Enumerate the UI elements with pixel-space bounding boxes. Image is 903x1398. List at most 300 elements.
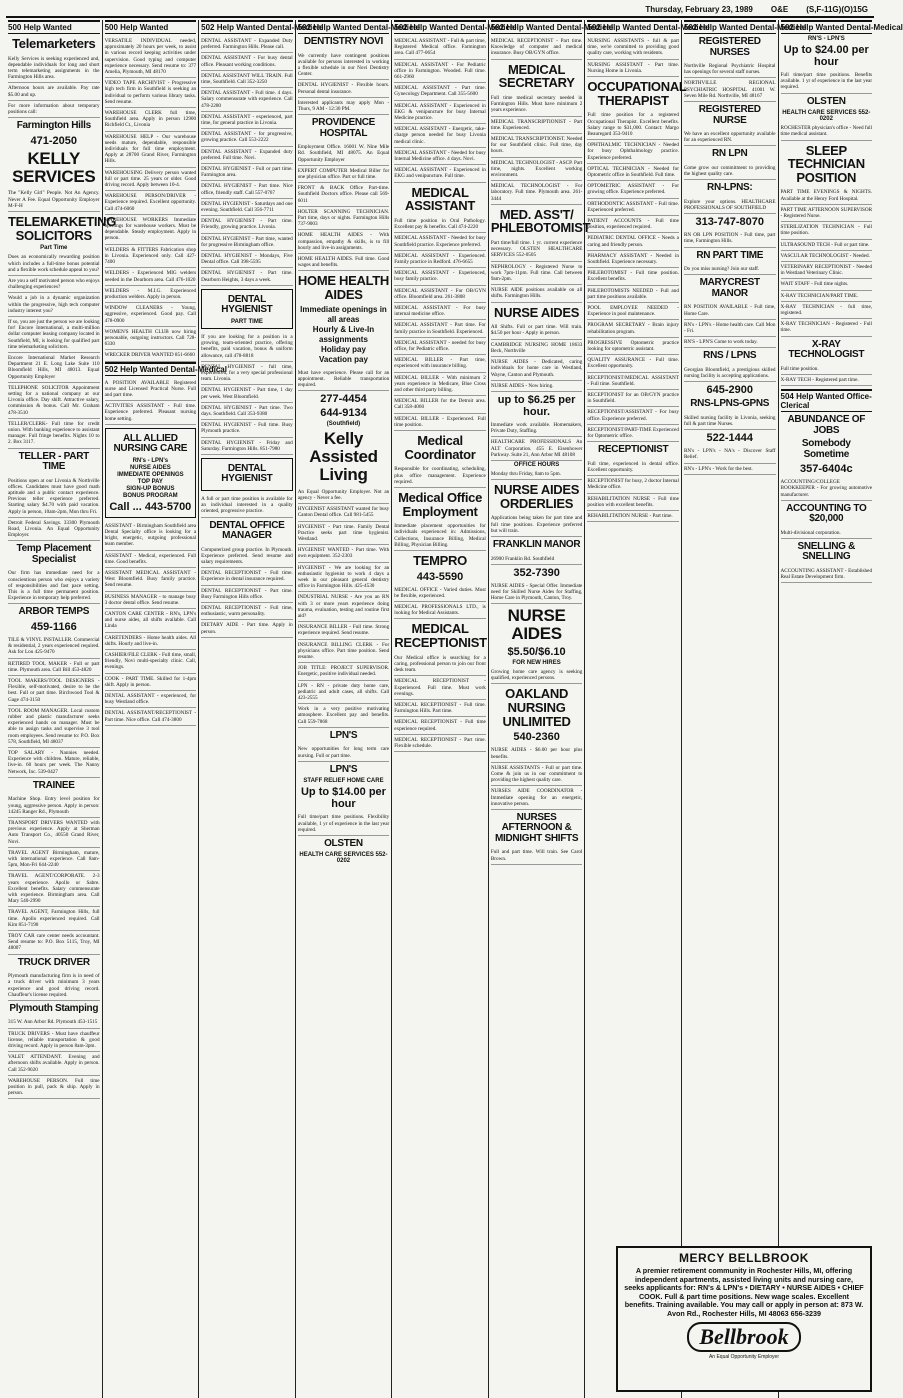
classified-ad: RN's - LPN's - Home health care. Call Mon - Fri. [684, 320, 776, 337]
classified-ad: INSURANCE BILLER - Full time. Strong experience required. Send resume. [298, 622, 390, 639]
classified-ad: TOOL ROOM MANAGER. Local custom rubber and plastic manufacturer seeks experienced hands on manager. Must be able to assign tasks and supervise 3 tool room employees. Send resume to: P.O. Box 578, Southfield, MI 48037 [8, 706, 100, 748]
mercy-bellbrook-ad [616, 1246, 872, 1392]
classified-ad: WRECKER DRIVER WANTED 851-6660 [105, 350, 197, 361]
ad-headline: TRAINEE [32, 779, 75, 791]
classified-ad: Machine Shop. Entry level position for young, aggressive person. Apply in person: 14245 Ranger Rd., Plymouth [8, 794, 100, 818]
classified-ad: MEDICAL BILLER - Experienced. Full time position. [394, 414, 486, 431]
ad-subheading: STAFF RELIEF HOME CARE [303, 778, 384, 785]
classified-ad: MEDICAL RECEPTIONIST - Full time. Farmington Hills. Part time. [394, 700, 486, 717]
classified-ad: DENTAL HYGIENIST - Flexible hours. Personal dental insurance. [298, 80, 390, 97]
ad-headline: RNS-LPNS-GPNS [690, 398, 770, 410]
classified-ad: An Equal Opportunity Employer. Not an agency - Never a fee. [298, 487, 390, 504]
classified-ad: Must have experience. Please call for an appointment. Reliable transportation required. [298, 368, 390, 392]
classified-ad: NURSE AIDES - Dedicated, caring individuals for home care in Westland, Wayne, Canton and Plymouth. [491, 357, 583, 381]
ad-headline: REGISTERED NURSES [698, 36, 761, 58]
classified-ad: DENTAL RECEPTIONIST - Part time. Busy Farmington Hills office. [201, 586, 293, 603]
classified-ad: We have an excellent opportunity available for an experienced RN. [684, 129, 776, 146]
classified-ad: ORTHODONTIC ASSISTANT - Full time. Experienced preferred. [587, 199, 679, 216]
section-header: 504 Help Wanted Office-Clerical [781, 389, 873, 412]
ad-headline: OCCUPATIONAL THERAPIST [587, 79, 687, 108]
ad-phone: 644-9134 [320, 407, 367, 420]
classified-ad: HOLTER SCANNING TECHNICIAN. Part time, days or nights. Farmington Hills 737-9003 [298, 207, 390, 231]
classified-ad: If so, you are just the person we are looking for! Encore International, a multi-million dollar computer leasing company located in Southfield, MI, is looking for qualified part time telemarketing solicitors. [8, 317, 100, 353]
classified-ad: MEDICAL ASSISTANT - Experienced, busy family practice. [394, 268, 486, 285]
classified-ad: RN POSITION AVAILABLE - Full time, Home Care. [684, 302, 776, 319]
classified-ad: MEDICAL ASSISTANT - needed for busy office, for Pediatric office. [394, 338, 486, 355]
classified-ad: VALET ATTENDANT. Evening and afternoon shifts available. Apply in person. Call 352-9020 [8, 1052, 100, 1076]
classified-ad: NURSING ASSISTANTS - full & part time, we're committed to providing good quality care, working with residents. [587, 36, 679, 60]
classified-ad: RECEPTIONIST/PART-TIME Experienced for Optometric office. [587, 425, 679, 442]
classified-ad: MEDICAL RECEPTIONIST - Part time. Flexible schedule. [394, 735, 486, 752]
classified-ad: MEDICAL ASSISTANT - Part time. Gynecology Department. Call 355-5600 [394, 83, 486, 100]
classified-ad: DENTAL HYGIENIST - Part time. Two days. Southfield. Call 353-9380 [201, 403, 293, 420]
masthead-paper: O&E [770, 5, 789, 14]
classified-ad: Detroit Federal Savings. 33300 Plymouth Road, Livonia. An Equal Opportunity Employer. [8, 518, 100, 542]
boxed-ad [201, 458, 293, 491]
bullet-item: Holiday pay [321, 344, 366, 354]
bullet-item: Hourly & Live-In assignments [312, 324, 375, 344]
classified-ad: PATIENT ACCOUNTS - Full time position, experienced required. [587, 216, 679, 233]
classified-ad: TILE & VINYL INSTALLER. Commercial & residential, 2 years experienced required. Ask for Lou 425-9470 [8, 635, 100, 659]
classified-ad: MEDICAL ASSISTANT - Needed for busy Internal Medicine office. 4 days. Novi. [394, 148, 486, 165]
classified-ad: VERSATILE INDIVIDUAL needed, approximately 20 hours per week, to assist in various record keeping activities under supervision. Good typing and computer experience necessary. Send resume to: 377 Amelia, Plymouth, MI 48170 [105, 36, 197, 78]
ad-headline: SLEEP TECHNICIAN POSITION [787, 142, 865, 185]
classified-ad: MEDICAL ASSISTANT - Needed for busy Southfield practice. Experience preferred. [394, 233, 486, 250]
classified-ad: DENTAL ASSISTANT - For busy dental office. Pleasant working conditions. [201, 53, 293, 70]
ad-headline: NURSE AIDES [507, 606, 566, 644]
boxed-ad-line: SIGN-UP BONUS [126, 485, 175, 492]
classified-ad: Full time/part time positions. Flexibility available, 1 yr of experience in the last year required. [298, 812, 390, 836]
ad-subheading: OFFICE HOURS [513, 461, 560, 468]
boxed-ad-title: DENTAL HYGIENIST [221, 293, 273, 316]
ad-headline: Kelly Assisted Living [309, 429, 378, 484]
column-header: 502 Help Wanted Dental-Medical [684, 20, 776, 34]
ad-headline: MEDICAL ASSISTANT [405, 184, 476, 214]
classified-ad: MEDICAL ASSISTANT - Full & part time, Registered Medical office. Farmington area. Call 477-0654 [394, 36, 486, 60]
classified-ad: MEDICAL BILLER - With minimum 2 years experience in Medicare, Blue Cross and other third party billing. [394, 373, 486, 397]
classified-ad: Employment Office. 16001 W. Nine Mile Rd. Southfield, MI 48075. An Equal Opportunity Employer [298, 142, 390, 166]
ad-headline: ACCOUNTING TO $20,000 [786, 502, 867, 525]
bellbrook-logo: Bellbrook [687, 1322, 800, 1352]
classified-ad: DENTAL RECEPTIONIST - Full time, enthusiastic, warm personality. [201, 603, 293, 620]
classified-ad: DENTAL HYGIENIST - Mondays, Five Dental office. Call 398-5595 [201, 251, 293, 268]
classified-ad: Georgian Bloomfield, a prestigious skilled nursing facility is accepting applications. [684, 365, 776, 382]
classified-ad: Full time/part time positions. Benefits available. 1 yr of experience in the last year required. [781, 70, 873, 94]
classified-ad: PROGRESSIVE Optometric practice looking for optometric assistant. [587, 338, 679, 355]
classified-ad: Kelly Services is seeking experienced and, dependable individuals for long and short term telemarketing assignments in the Farmington Hills area. [8, 54, 100, 84]
classified-ad: TRAVEL AGENT Birmingham, mature, with international experience. Call 8am-5pm, Mon-Fri 644-2240 [8, 848, 100, 872]
column-7 [585, 20, 710, 1398]
classified-ad: Full time medical secretary needed in Farmington Hills. Must have minimum 2 years experience. [491, 93, 583, 117]
section-header: 502 Help Wanted Dental-Medical [105, 362, 197, 376]
classified-ad: WAREHOUSE WORKERS Immediate openings for warehouse workers. Must be dependable. Steady employment. Apply in person. [105, 215, 197, 245]
classified-ad: INDUSTRIAL NURSE - Are you an RN with 3 or more years experience doing trauma, evaluation, testing and routine first aid? [298, 592, 390, 622]
ad-subheading: FOR NEW HIRES [512, 660, 561, 667]
classified-ad: COOK - PART TIME. Skilled for 1-4pm shift. Apply in person. [105, 674, 197, 691]
ad-headline: Plymouth Stamping [9, 1002, 99, 1014]
classified-ad: MEDICAL ASSISTANT - For OB/GYN office. Bloomfield area. 261-3808 [394, 286, 486, 303]
ad-headline: ABUNDANCE OF JOBS [787, 414, 866, 436]
classified-ad: WINDOW CLEANERS - Young, aggressive, experienced. Good pay. Call 478-0900 [105, 303, 197, 327]
classified-ad: RN'S - LPN'S Come to work today. [684, 337, 776, 348]
classified-ad: Full time position. [781, 364, 873, 375]
classified-ad: MEDICAL TECHNOLOGIST - For laboratory. Full time. Plymouth area. 261-3444 [491, 181, 583, 205]
classified-ad: Encore International Market Research Department 21 E. Long Lake Suite 110 Bloomfield Hills, MI 48013. Equal Opportunity Employer [8, 353, 100, 383]
classified-ad: PART TIME EVENINGS & NIGHTS. Available at the Henry Ford Hospital. [781, 187, 873, 204]
classified-ad: MEDICAL ASSISTANT - For Pediatric office in Farmington. Wooded. Full time. 661-2960 [394, 60, 486, 84]
classified-ad: Full and part time. Will train. See Carol Brown. [491, 847, 583, 864]
classified-ad: Full time position for a registered Occupational Therapist. Excellent benefits. Salary range to $31,000. Contact: Margo Beauregard 353-9410 [587, 110, 679, 140]
classified-ad: HYGIENIST WANTED - Part time. With own equipment. 352-2303 [298, 545, 390, 562]
classified-ad: TELEPHONE SOLICITOR Appointment setting for a national company at our Livonia office. Day shift. Attractive salary, commission & bonus. Call Mr. Graham 478-3510 [8, 383, 100, 419]
classified-ad: HYGIENIST - We are looking for an enthusiastic hygienist to work 4 days a week in our pleasant general dentistry office in Farmington Hills. 425-4530 [298, 563, 390, 593]
classified-ad: Explore your options. HEALTHCARE PROFESSIONALS OF SOUTHFIELD [684, 197, 776, 214]
classified-ad: MEDICAL ASSISTANT - For busy internal medicine office. [394, 303, 486, 320]
ad-headline: ARBOR TEMPS [18, 606, 90, 618]
classified-ad: TRANSPORT DRIVERS WANTED with previous experience. Apply at Sherman Auto Transport Co., 40550 Grand River, Novi. [8, 818, 100, 848]
classified-ad: DENTAL HYGIENIST - Part time. Nice office, friendly staff. Call 557-0767 [201, 181, 293, 198]
classified-ad: New opportunities for long term care nursing. Full or part time. [298, 744, 390, 761]
classified-ad: TRAVEL AGENT/CORPORATE. 2-3 years experience. Apollo or Sabre. Excellent benefits. Salary commensurate with experience. Birmingham area. Call Mary 540-2990 [8, 871, 100, 907]
classified-ad: Northville Regional Psychiatric Hospital has openings for several staff nurses. [684, 61, 776, 78]
classified-ad: DENTAL ASSISTANT - Expanded duty preferred. Full time. Novi. [201, 147, 293, 164]
classified-ad: TOOL MAKERS/TOOL DESIGNERS - Flexible, self-motivated, desire to be the best. Full or part time. Birchwood Tool & Gage 474-3150 [8, 676, 100, 706]
classified-ad: ASSISTANT - Birmingham Southfield area Dental Specialty office is looking for a bright, energetic, outgoing professional team member. [105, 521, 197, 551]
classified-ad: Does an economically rewarding position which includes a full-time bonus potential and a flexible work schedule appeal to you? [8, 252, 100, 276]
classified-ad: RN OR LPN POSITION - Full time, part time, Farmington Hills. [684, 230, 776, 247]
classified-ad: Work in a very positive motivating atmosphere. Excellent pay and benefits. Call 559-7868 [298, 704, 390, 728]
ad-headline: NURSE AIDES ORDERLIES [494, 482, 580, 511]
boxed-ad [201, 289, 293, 329]
ad-subheading: (Southfield) [326, 421, 361, 428]
classified-ad: DENTAL HYGIENIST - Part time. Friendly, growing practice. Livonia. [201, 216, 293, 233]
classified-ad: DENTAL HYGIENIST - Full or part time. Farmington area. [201, 164, 293, 181]
classified-ad: DENTAL ASSISTANT - Full time. 4 days. Salary commensurate with experience. Call 478-2280 [201, 88, 293, 112]
ad-headline: RN-LPNS: [707, 182, 753, 194]
classified-ad: MEDICAL BILLER - Part time, experienced with insurance billing. [394, 355, 486, 372]
classified-ad: Immediate placement opportunities for individuals experienced in: Admissions, Collections, Insurance Billing, Medical Billing, Physician Billing. [394, 521, 486, 551]
ad-headline: Telemarketers [12, 36, 96, 51]
classified-ad: TOP SALARY - Nannies needed. Experience with children. Mature, reliable, live-in. 60 hours per week. The Nanny Network, Inc. 539-0427 [8, 748, 100, 778]
ad-headline: DENTAL OFFICE MANAGER [209, 519, 285, 542]
ad-headline: SNELLING & SNELLING [797, 540, 856, 563]
classified-ad: DENTAL ASSISTANT - for progressive, growing practice. Call 553-2222 [201, 129, 293, 146]
column-header: 502 Help Wanted Dental-Medical [394, 20, 486, 34]
classified-ad: QUALITY ASSURANCE - Full time. Excellent opportunity. [587, 355, 679, 372]
ad-headline: NURSE AIDES [494, 304, 580, 320]
classified-ad: Skilled nursing facility in Livonia, seeking full & part time Nurses. [684, 413, 776, 430]
classified-ad: ACTIVITIES ASSISTANT - Full time. Experience preferred. Pleasant nursing home setting. [105, 401, 197, 425]
ad-headline: MARYCREST MANOR [699, 277, 760, 299]
ad-phone: 443-5590 [416, 570, 464, 583]
classified-ad: Multi-divisional corporation. [781, 528, 873, 539]
ad-headline: FRANKLIN MANOR [492, 539, 581, 551]
classified-ad: MEDICAL TRANSCRIPTIONIST - Part time. Experienced. [491, 117, 583, 134]
classified-ad: MEDICAL TRANSCRIPTIONIST. Needed for our Southfield clinic. Full time, day hours. [491, 134, 583, 158]
classified-ad: MEDICAL ASSISTANT - Energetic, take-charge person needed for busy Livonia medical clinic. [394, 124, 486, 148]
classified-ad: HOME HEALTH AIDES. Full time. Good wages and benefits. [298, 254, 390, 271]
classified-ad: HYGIENIST ASSISTANT wanted for busy Canton Dental office. Call 981-5455 [298, 504, 390, 521]
classified-ad: TRUCK DRIVERS - Must have chauffeur license, reliable transportation & good driving record. Apply in person 8am-3pm. [8, 1029, 100, 1053]
ad-subheading: Part Time [40, 245, 68, 252]
classified-ad: Afternoon hours are available. Pay rate $5.00 and up. [8, 83, 100, 100]
classified-ad: NURSES AIDE COORDINATOR - Immediate opening for an energetic, innovative person. [491, 786, 583, 810]
classified-ad: Full time, experienced in dental office. Excellent opportunity. [587, 459, 679, 476]
ad-headline: REGISTERED NURSE [698, 104, 761, 126]
classified-ad: WELDERS & FITTERS Fabrication shop in Livonia. Experienced only. Call 427-7400 [105, 245, 197, 269]
ad-headline: RECEPTIONIST [598, 444, 669, 456]
classified-ad: OPTICAL TECHNICIAN - Needed for Optometric office in Southfield. Full time. [587, 164, 679, 181]
classified-ad: WAIT STAFF - Full time nights. [781, 279, 873, 290]
ad-headline: TELLER - PART TIME [18, 450, 89, 473]
ad-headline: Somebody Sometime [801, 438, 851, 460]
classified-ad: WOMEN'S HEALTH CLUB now hiring personable, outgoing instructors. Call 728-6330 [105, 327, 197, 351]
classified-ad: MEDICAL RECEPTIONIST - Full time experience required. [394, 717, 486, 734]
column-header: 500 Help Wanted [8, 20, 100, 34]
ad-phone: 277-4454 [320, 393, 367, 406]
classified-ad: NURSE AIDE positions available on all shifts. Farmington Hills. [491, 285, 583, 302]
classified-ad: MEDICAL ASSISTANT - Part time. For family practice in Southfield. Experienced. [394, 320, 486, 337]
classified-ad: DENTAL ASSISTANT WILL TRAIN. Full time, Southfield. Call 352-3250 [201, 71, 293, 88]
classified-ad: X-RAY TECHNICIAN/PART TIME. [781, 291, 873, 302]
ad-headline: TEMPRO [413, 553, 467, 568]
classified-ad: X-RAY TECHNICIAN - full time, registered. [781, 302, 873, 319]
classified-ad: VIDEO TAPE ARCHIVIST - Progressive high tech firm in Southfield is seeking an individual to perform various library tasks. Send resume. [105, 78, 197, 108]
classified-ad: Part time/full time. 1 yr. current experience necessary. OLSTEN HEALTHCARE SERVICES 552-0505 [491, 238, 583, 262]
classified-ad: DENTAL HYGIENIST - Part time, 1 day per week. West Bloomfield. [201, 385, 293, 402]
boxed-ad-title: DENTAL HYGIENIST [221, 462, 273, 485]
boxed-ad-line: RN's - LPN's [132, 457, 169, 464]
column-6 [489, 20, 614, 1398]
mercy-ad-body: A premier retirement community in Rochester Hills, MI, offering independent apartments, assisted living units and nursing care, seeks applicants for: RN's & LPN's • DIETARY • NURSE AIDES • CHIEF COOK. Full & part time positions. New wage scales. Excellent benefits. Training available. You may call or apply in person at: 873 W. Avon Rd., Rochester Hills, MI 48063 656-3239 [624, 1266, 864, 1318]
classified-ad: WAREHOUSING Delivery person wanted full or part time. 25 years or older. Good driving record. Apply between 10-4. [105, 168, 197, 192]
classified-ad: DENTAL ASSISTANT/RECEPTIONIST - Part time. Nice office. Call 474-3800 [105, 708, 197, 725]
classified-ad: A POSITION AVAILABLE Registered nurse and Licensed Practical Nurse. Full and part time. [105, 378, 197, 402]
classified-ad: MEDICAL RECEPTIONIST - Part time. Knowledge of computer and medical insurance. Busy OB/GYN office. [491, 36, 583, 60]
classified-ad: DENTAL HYGIENIST - full time, experienced, for a very special professional team. Livonia. [201, 362, 293, 386]
classified-ad: PHLEBOTOMIST - Full time position. Excellent benefits. [587, 268, 679, 285]
classified-ad: FRONT & BACK Office Part-time. Southfield Doctors office. Please call 569-6011 [298, 183, 390, 207]
classified-ad: RECEPTIONIST for an OB/GYN practice in Southfield. [587, 390, 679, 407]
classified-ad: Growing home care agency is seeking qualified, experienced persons. [491, 667, 583, 684]
boxed-ad-line: NURSE AIDES [129, 464, 171, 471]
column-5 [392, 20, 517, 1398]
ad-subheading: HEALTH CARE SERVICES 552-0202 [299, 852, 388, 865]
ad-headline: OLSTEN [806, 95, 846, 107]
ad-headline: Medical Office Employment [398, 489, 482, 519]
classified-ad: For more information about temporary positions call: [8, 101, 100, 118]
classified-ad: 26900 Franklin Rd. Southfield [491, 554, 583, 565]
ad-headline: TELEMARKETING SOLICITORS [8, 214, 117, 243]
classified-ad: CASHIER/FILE CLERK - Full time, small, friendly, Novi multi-specialty clinic. Call, evenings. [105, 650, 197, 674]
classified-ad: DENTAL HYGIENIST - Friday and Saturday. Farmington Hills. 851-7980 [201, 438, 293, 455]
ad-headline: MEDICAL SECRETARY [498, 61, 575, 91]
classified-ad: Full time position in Oral Pathology. Excellent pay & benefits. Call 474-2220 [394, 216, 486, 233]
column-1 [6, 20, 117, 1398]
classified-ad: WELDERS - Experienced MIG welders needed in the Dearborn area. Call 476-1020 [105, 268, 197, 285]
column-header: 500 Help Wanted [105, 20, 197, 34]
classified-ad: MEDICAL TECHNOLOGIST - ASCP. Part time, nights. Excellent working environment. [491, 158, 583, 182]
boxed-ad [105, 428, 197, 518]
classified-ad: RECEPTIONIST/MEDICAL ASSISTANT - Full time. Southfield. [587, 373, 679, 390]
classified-ad: RN's - LPN's - NA's - Discover Staff Relief. [684, 446, 776, 463]
classified-ad: CANTON CARE CENTER - RN's, LPN's and nurse aides, all shifts available. Call Linda [105, 609, 197, 633]
ad-phone: 522-1444 [706, 432, 753, 445]
classified-ad: DENTAL ASSISTANT - Expanded Duty preferred. Farmington Hills. Please call. [201, 36, 293, 53]
classified-ad: PROGRAM SECRETARY - Brain injury rehabilitation program. [587, 320, 679, 337]
classified-ad: DENTAL HYGIENIST - Full time. Busy Plymouth practice. [201, 420, 293, 437]
classified-ad: WAREHOUSE CLERK full time, Southfield area. Apply in person 12900 Richfield Ct., Livonia [105, 108, 197, 132]
classified-ad: NURSING ASSISTANT - Part time. Nursing Home in Livonia. [587, 60, 679, 77]
classified-ad: DENTAL HYGIENIST - Part time. Dearborn Heights, 3 days a week. [201, 268, 293, 285]
classified-ad: CARETENDERS - Home health aides. All shifts. Hourly and live-in. [105, 633, 197, 650]
ad-headline: KELLY SERVICES [12, 148, 96, 186]
ad-headline: Temp Placement Specialist [16, 543, 92, 565]
column-3 [199, 20, 324, 1398]
classified-ad: We currently have contingent positions available for persons interested in working a flexible schedule in our Novi Dentistry Center. [298, 51, 390, 81]
ad-headline: Medical Coordinator [404, 433, 476, 462]
column-header: 502 Help Wanted Dental-Medical [491, 20, 583, 34]
classified-ad: PHARMACY ASSISTANT - Needed in Southfield. Experience necessary. [587, 251, 679, 268]
classified-ad: Would a job in a dynamic organization within the progressive, high tech computer industry interest you? [8, 293, 100, 317]
classified-ad: PART TIME AFTERNOON SUPERVISOR - Registered Nurse. [781, 205, 873, 222]
classified-ad: 315 W. Ann Arbor Rd. Plymouth 453-1515 [8, 1017, 100, 1028]
classified-columns [6, 20, 903, 1398]
classified-ad: Computerized group practice. In Plymouth. Experience preferred. Send resume and salary requirements. [201, 545, 293, 569]
column-9 [779, 20, 903, 1398]
classified-ad: OPTOMETRIC ASSISTANT - For growing office. Experience preferred. [587, 181, 679, 198]
bullet-item: Vacation pay [319, 354, 368, 364]
ad-headline: OLSTEN [324, 837, 363, 849]
ad-headline: MED. ASS'T/ PHLEBOTOMIST [490, 206, 591, 236]
classified-ad: PEDIATRIC DENTAL OFFICE - Needs a caring and friendly person. [587, 233, 679, 250]
classified-ad: All Shifts. Full or part time. Will train. $4.50 per hour - Apply in person. [491, 322, 583, 339]
classified-ad: Do you miss nursing? Join our staff. [684, 264, 776, 275]
classified-ad: A full or part time position is available for an individual interested in a quality oriented, progressive practice. [201, 494, 293, 518]
classified-ad: DENTAL RECEPTIONIST - Full time. Experience in dental insurance required. [201, 568, 293, 585]
classified-ad: TRAVEL AGENT, Farmington Hills, full time. Apollo experienced required. Call Kim 851-7190 [8, 907, 100, 931]
ad-headline: X-RAY TECHNOLOGIST [788, 338, 865, 361]
bullet-list [298, 305, 390, 365]
classified-ad: PHLEBOTOMISTS NEEDED - Full and part time positions available. [587, 286, 679, 303]
ad-phone: $5.50/$6.10 [507, 646, 566, 659]
classified-ad: EXPERT COMPUTER Medical Biller for one physician office. Part or full time. [298, 166, 390, 183]
ad-phone: Up to $24.00 per hour [783, 44, 869, 68]
classified-ad: NURSE AIDES - Now hiring. [491, 381, 583, 392]
ad-phone: 471-2050 [30, 134, 78, 147]
classified-ad: REHABILITATION NURSE - Full time position with excellent benefits. [587, 494, 679, 511]
classified-ad: ASSISTANT - Medical, experienced. Full time. Good benefits. [105, 551, 197, 568]
ad-headline: HOME HEALTH AIDES [297, 273, 389, 303]
ad-phone: 313-747-8070 [695, 216, 764, 229]
classified-ad: MEDICAL ASSISTANT - Experienced. Family practice in Redford. 476-6655 [394, 251, 486, 268]
classified-ad: HOME HEALTH AIDES - With compassion, empathy & skills, is to fill hourly and live-in assignments. [298, 230, 390, 254]
classified-ad: Our firm has immediate need for a conscientious person who enjoys a variety of responsibilities and fast pace setting. This is a full time permanent position. Experience in temporary help preferred. [8, 568, 100, 604]
ad-headline: TRUCK DRIVER [17, 956, 90, 968]
classified-ad: NURSE AIDES - $6.00 per hour plus benefits. [491, 745, 583, 762]
classified-ad: ACCOUNTING/COLLEGE BOOKKEEPER - For growing automotive manufacturer. [781, 477, 873, 501]
classified-ad: Immediate work available. Homemakers, Private Duty, Staffing. [491, 420, 583, 437]
boxed-ad-line: IMMEDIATE OPENINGS [117, 471, 184, 478]
ad-subheading: HEALTH CARE SERVICES 552-0202 [782, 110, 871, 123]
masthead-page: (S,F-11G)(O)15G [806, 5, 868, 14]
classified-ad: BUSINESS MANAGER - to manage busy 3 doctor dental office. Send resume. [105, 592, 197, 609]
classified-ad: WAREHOUSE HELP - Our warehouse needs mature, dependable, responsible individuals for full time employment. Apply at 28700 Grand River, Farmington Hills. [105, 132, 197, 168]
column-header: 502 Help Wanted Dental-Medical [201, 20, 293, 34]
ad-subheading: RN'S - LPN'S [807, 36, 845, 42]
classified-ad: DENTAL HYGIENIST - Part time, wanted for progressive Birmingham office. [201, 234, 293, 251]
classified-ad: X-RAY TECH - Registered part time. [781, 375, 873, 386]
classified-ad: TROY CAR care center needs accountant. Send resume to: P.O. Box 5115, Troy, MI 48007 [8, 931, 100, 955]
masthead [6, 4, 874, 18]
classified-ad: DENTAL HYGIENIST - Saturdays and one evening. Southfield. Call 356-7711 [201, 199, 293, 216]
classified-ad: CAMBRIDGE NURSING HOME 18633 Beck, Northville [491, 340, 583, 357]
classified-ad: ACCOUNTING ASSISTANT - Established Real Estate Development firm. [781, 566, 873, 583]
classified-ad: Come grow our commitment to providing the highest quality care. [684, 163, 776, 180]
boxed-ad-line: BONUS PROGRAM [123, 492, 178, 499]
classified-ad: WAREHOUSE PERSON/DRIVER - Experience required. Excellent opportunity. Call 474-6060 [105, 191, 197, 215]
classified-ad: MEDICAL BILLER for the Detroit area. Call 358-4060 [394, 396, 486, 413]
classified-ad: POOL EMPLOYEE NEEDED - Experience in pool maintenance. [587, 303, 679, 320]
classified-ad: OPHTHALMIC TECHNICIAN - Needed for busy Ophthalmology practice. Experience preferred. [587, 140, 679, 164]
ad-headline: Farmington Hills [16, 120, 91, 132]
ad-phone: up to $6.25 per hour. [497, 393, 576, 418]
ad-headline: LPN'S [329, 729, 358, 741]
classified-ad: Monday thru Friday, 8am to 5pm. [491, 469, 583, 480]
classified-ad: DENTAL ASSISTANT - experienced, part time, for general practice in Livonia. [201, 112, 293, 129]
column-header: 502 Help Wanted Dental-Medical [781, 20, 873, 34]
boxed-ad-line: TOP PAY [137, 478, 163, 485]
classified-ad: MEDICAL RECEPTIONIST - Experienced. Full time. Must work evenings. [394, 676, 486, 700]
classified-ad: NURSE ASSISTANTS - Full or part time. Come & join us in our commitment to providing the highest quality care. [491, 763, 583, 787]
classified-ad: MEDICAL ASSISTANT - Experienced in EKG and venipuncture. Full time. [394, 165, 486, 182]
classified-ad: RECEPTIONIST for busy, 2 doctor Internal Medicine office. [587, 476, 679, 493]
classified-ad: NURSE AIDES - Special Offer. Immediate need for Skilled Nurse Aides for Staffing, Home Care in Plymouth, Canton, Troy. [491, 581, 583, 605]
classified-ad: MEDICAL ASSISTANT - Experienced in EKG & venipuncture for busy Internal Medicine practice. [394, 101, 486, 125]
ad-phone: 540-2360 [513, 731, 560, 744]
classified-ad: RETIRED TOOL MAKER - Full or part time. Plymouth area. Call Bill 453-4820 [8, 659, 100, 676]
classified-ad: TELLER/CLERK- Full time for credit union. With banking experience to assistant manager. Full fringe benefits. Nights 10 to 2. Box 3117. [8, 419, 100, 449]
classified-ad: Are you a self motivated person who enjoys challenging experiences? [8, 276, 100, 293]
ad-headline: RN PART TIME [696, 249, 764, 261]
classified-ad: WAREHOUSE PERSON. Full time position in pull, pack & ship. Apply in person. [8, 1076, 100, 1100]
classified-ad: ASSISTANT MEDICAL ASSISTANT - West Bloomfield. Busy family practice. Send resume. [105, 568, 197, 592]
classified-ad: VETERINARY RECEPTIONIST - Needed in Westland Veterinary Clinic. [781, 262, 873, 279]
ad-headline: RN LPN [712, 148, 748, 160]
classified-ad: HYGIENIST - Part time. Family Dental Practice seeks part time hygienist. Westland. [298, 522, 390, 546]
boxed-ad-line: PART TIME [230, 318, 263, 325]
column-header: 502 Help Wanted Dental-Medical [587, 20, 679, 34]
ad-headline: DENTISTRY NOVI [303, 36, 384, 47]
classified-ad: MEDICAL OFFICE - Varied duties. Must be flexible, experienced. [394, 585, 486, 602]
classified-ad: Our Medical office is searching for a caring, professional person to join our front desk team. [394, 653, 486, 677]
classified-ad: RECEPTIONIST/ASSISTANT - For busy office. Experience preferred. [587, 407, 679, 424]
column-header: 502 Help Wanted Dental-Medical [298, 20, 390, 34]
classified-ad: STERILIZATION TECHNICIAN - Full time position. [781, 222, 873, 239]
classified-ad: NEPHROLOGY - Registered Nurse to work 7pm-11pm. Full time. Call between 9am-2pm. [491, 262, 583, 286]
ad-phone: 459-1166 [30, 620, 77, 633]
classified-ad: RN's - LPN's - Work for the best. [684, 464, 776, 475]
mercy-ad-tagline: An Equal Opportunity Employer [708, 1353, 780, 1360]
classified-ad: Positions open at our Livonia & Northville offices. Candidates must have good math aptitude and a public contact experience. Previous teller experience preferred. Starting salary $4.70 with paid vacation. Apply in person, 10am-2pm, Mon thru Fri. [8, 476, 100, 518]
ad-headline: NURSES AFTERNOON & MIDNIGHT SHIFTS [494, 811, 579, 844]
classified-ad: JOB TITLE: PROJECT SUPERVISOR. Energetic, positive individual needed. [298, 663, 390, 680]
classified-ad: Applications being taken for part time and full time positions. Experience preferred but will train. [491, 513, 583, 537]
classified-ad: X-RAY TECHNICIAN - Registered - Full time. [781, 319, 873, 336]
ad-headline: PROVIDENCE HOSPITAL [311, 117, 376, 139]
ad-phone: Up to $14.00 per hour [300, 786, 386, 811]
classified-ad: ULTRASOUND TECH - Full or part time. [781, 240, 873, 251]
